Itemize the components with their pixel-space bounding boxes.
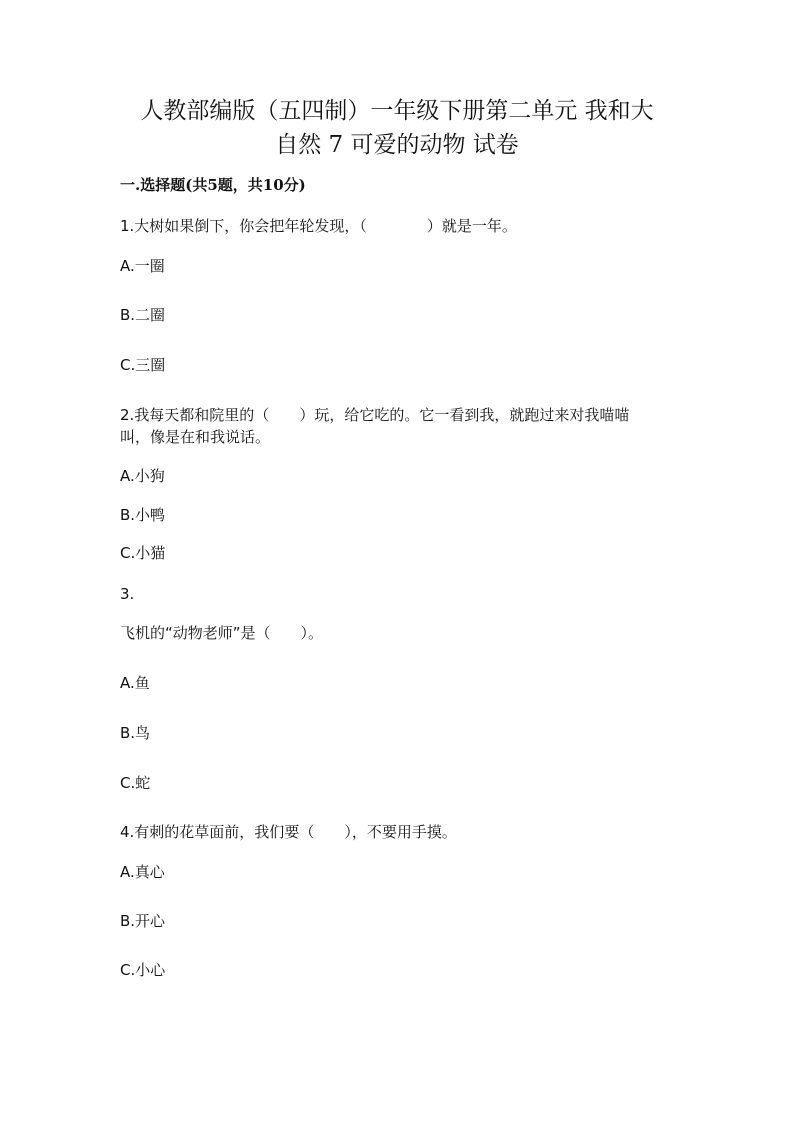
question-4-option-a: A.真心 xyxy=(120,863,165,881)
question-2-text-line-1: 2.我每天都和院里的（ ）玩，给它吃的。它一看到我，就跑过来对我喵喵 xyxy=(120,406,630,424)
question-4-option-b: B.开心 xyxy=(120,912,166,930)
question-1-text: 1.大树如果倒下，你会把年轮发现，（ ）就是一年。 xyxy=(120,217,517,235)
question-3-option-c: C.蛇 xyxy=(120,774,151,792)
question-3-option-b: B.鸟 xyxy=(120,724,151,742)
section-heading: 一.选择题(共5题，共10分) xyxy=(120,176,306,194)
question-2-option-b: B.小鸭 xyxy=(120,506,166,524)
question-1-option-b: B.二圈 xyxy=(120,306,166,324)
question-2-option-a: A.小狗 xyxy=(120,467,165,485)
question-4-text: 4.有刺的花草面前，我们要（ ），不要用手摸。 xyxy=(120,823,457,841)
question-2-text-line-2: 叫，像是在和我说话。 xyxy=(120,428,271,446)
page-title-line-2: 自然 7 可爱的动物 试卷 xyxy=(275,132,519,158)
page-title-line-1: 人教部编版（五四制）一年级下册第二单元 我和大 xyxy=(140,98,654,124)
question-4-option-c: C.小心 xyxy=(120,961,166,979)
question-3-option-a: A.鱼 xyxy=(120,674,150,692)
question-2-option-c: C.小猫 xyxy=(120,544,166,562)
question-3-number: 3. xyxy=(120,585,135,603)
question-3-text: 飞机的“动物老师”是（ ）。 xyxy=(120,624,324,642)
question-1-option-a: A.一圈 xyxy=(120,257,165,275)
question-1-option-c: C.三圈 xyxy=(120,356,166,374)
